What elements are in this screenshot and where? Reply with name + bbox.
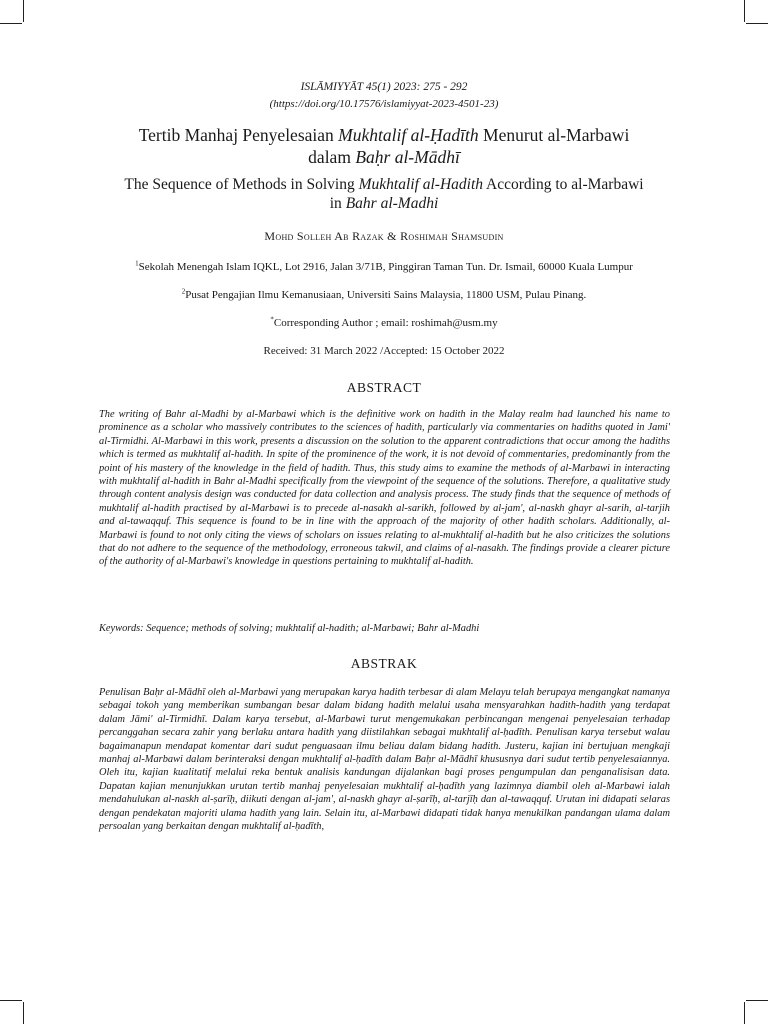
affiliation-2 [0, 289, 768, 301]
keywords: Keywords: Sequence; methods of solving; mukhtalif al-hadith; al-Marbawi; Bahr al-Madhi [99, 623, 480, 634]
crop-mark-top-right-h [746, 23, 768, 24]
abstrak-body: Penulisan Baḥr al-Mādhī oleh al-Marbawi yang merupakan karya hadith terbesar di alam Melayu telah berupaya mengangkat namanya sebagai tokoh yang memberikan sumbangan besar dalam bidang hadith melalui usaha mensyarahkan hadith-hadith yang terdapat dalam Jāmi' al-Tirmidhī. Dalam karya tersebut, al-Marbawi turut mengemukakan perbincangan mengenai penyelesaian terhadap percanggahan secara zahir yang berlaku antara hadith yang diistilahkan sebagai mukhtalif al-ḥadīth. Penulisan karya tersebut walau bagaimanapun mendapat komentar dari sudut penguasaan ilmu beliau dalam bidang hadith. Justeru, kajian ini bertujuan mengkaji manhaj al-Marbawi dalam berinteraksi dengan mukhtalif al-ḥadīth dalam Baḥr al-Mādhī khususnya dari sudut tertib penyelesaiannya. Oleh itu, kajian kualitatif melalui reka bentuk analisis kandungan dijalankan bagi proses pengumpulan dan penganalisisan data. Dapatan kajian menunjukkan urutan tertib manhaj penyelesaian mukhtalif al-ḥadīth yang lazimnya diambil oleh al-Marbawi ialah mendahulukan al-naskh al-ṣarīḥ, diikuti dengan al-jam', al-naskh ghayr al-ṣarīḥ, al-tarjīḥ dan al-tawaqquf. Urutan ini didapati selaras dengan pendekatan majoriti ulama hadith yang lain. Selain itu, al-Marbawi didapati tidak hanya menukilkan pandangan ulama dalam persoalan yang berkaitan dengan mukhtalif al-ḥadīth, [99, 687, 670, 833]
title-en-italic: Mukhtalif al-Hadith [358, 176, 484, 193]
crop-mark-bottom-right-h [746, 1000, 768, 1001]
title-ms-italic: Baḥr al-Mādhī [355, 147, 460, 167]
title-en-text: The Sequence of Methods in Solving [124, 176, 359, 193]
title-ms-text: Menurut al-Marbawi [478, 125, 630, 145]
authors: Mohd Solleh Ab Razak & Roshimah Shamsudin [264, 229, 504, 243]
title-ms-italic: Mukhtalif al-Ḥadīth [338, 125, 479, 145]
crop-mark-bottom-left-v [23, 1002, 24, 1024]
affiliation-mark: 2 [181, 287, 186, 296]
received-accepted-dates: Received: 31 March 2022 /Accepted: 15 October 2022 [263, 345, 505, 357]
corresponding-author [0, 317, 768, 329]
title-en-text: in [329, 195, 346, 212]
corresponding-text: Corresponding Author ; email: roshimah@usm.my [273, 317, 498, 329]
crop-mark-top-left-v [23, 0, 24, 22]
affiliation-mark: 1 [135, 259, 139, 268]
abstract-body: The writing of Bahr al-Madhi by al-Marbawi which is the definitive work on hadith in the Malay realm had launched his name to prominence as a scholar who massively contributes to the sciences of hadith, particularly via commentaries on hadiths quoted in Jami' al-Tirmidhi. Al-Marbawi in this work, presents a discussion on the solution to the apparent contradictions that occur among the hadiths which is termed as mukhtalif al-hadith. In spite of the prominence of the work, it is not devoid of commentaries, predominantly from the point of his mastery of the knowledge in the field of hadith. Thus, this study aims to examine the methods of al-Marbawi in interacting with mukhtalif al-hadith in Bahr al-Madhi specifically from the viewpoint of the sequence of the solutions. Therefore, a qualitative study through content analysis design was conducted for data collection and analysis process. The study finds that the sequence of methods of mukhtalif al-hadith practised by al-Marbawi is to precede al-nasakh al-sarikh, followed by al-jam', al-naskh ghayr al-sarih, al-tarjih and al-tawaqquf. This sequence is found to be in line with the approach of the majority of other hadith scholars. Additionally, al-Marbawi is found to not only citing the views of scholars on issues relating to al-mukhtalif al-hadith but he also criticizes the solutions that do not adhere to the sequence of the methodology, erroneous takwil, and claims of al-nasakh. The findings provide a clearer picture of the authority of al-Marbawi's knowledge in questions pertaining to mukhtalif al-hadith. [99, 409, 670, 568]
title-ms-text: Tertib Manhaj Penyelesaian [138, 125, 339, 145]
affiliation-text: Sekolah Menengah Islam IQKL, Lot 2916, Jalan 3/71B, Pinggiran Taman Tun. Dr. Ismail, 60000 Kuala Lumpur [138, 261, 633, 273]
abstrak-heading: ABSTRAK [350, 656, 418, 671]
crop-mark-top-right-v [744, 0, 745, 22]
crop-mark-bottom-left-h [0, 1000, 22, 1001]
title-en-text: According to al-Marbawi [483, 176, 644, 193]
crop-mark-bottom-right-v [744, 1002, 745, 1024]
corresponding-mark: * [270, 315, 274, 324]
title-ms-text: dalam [308, 147, 356, 167]
title-english [0, 175, 768, 213]
affiliation-1 [0, 261, 768, 273]
affiliation-text: Pusat Pengajian Ilmu Kemanusiaan, Universiti Sains Malaysia, 11800 USM, Pulau Pinang. [185, 289, 587, 301]
title-malay [0, 124, 768, 168]
title-en-italic: Bahr al-Madhi [345, 195, 439, 212]
journal-citation: ISLĀMIYYĀT 45(1) 2023: 275 - 292 [300, 81, 468, 93]
doi-link[interactable]: (https://doi.org/10.17576/islamiyyat-2023-4501-23) [269, 98, 499, 110]
abstract-heading: ABSTRACT [346, 380, 422, 395]
crop-mark-top-left-h [0, 23, 22, 24]
